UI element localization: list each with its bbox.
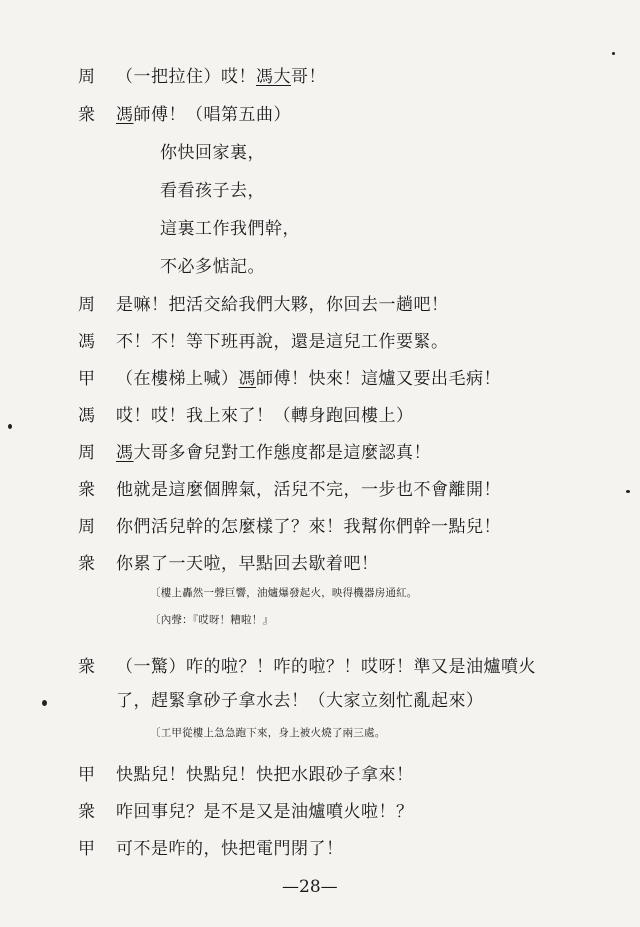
song-verse: 你快回家裏，: [160, 143, 265, 163]
line-text: 馮大哥多會兒對工作態度都是這麼認真！: [116, 443, 431, 463]
speaker: 周: [78, 295, 96, 315]
scan-speck: [42, 700, 47, 706]
stage-direction: 〔工甲從樓上急急跑下來，身上被火燒了兩三處。: [150, 727, 386, 739]
line-text: 可不是咋的，快把電門閉了！: [116, 839, 344, 859]
line-text: （一驚）咋的啦？！咋的啦？！哎呀！準又是油爐噴火: [116, 657, 536, 677]
stage-direction: 〔內聲：『哎呀！糟啦！』: [150, 614, 274, 626]
song-verse: 看看孩子去，: [160, 181, 265, 201]
stage-direction: 〔樓上轟然一聲巨響，油爐爆發起火，映得機器房通紅。: [150, 587, 418, 599]
line-text: 快點兒！快點兒！快把水跟砂子拿來！: [116, 765, 414, 785]
speaker: 甲: [78, 839, 96, 859]
underlined-name: 馮大: [256, 67, 291, 87]
song-verse: 這裏工作我們幹，: [160, 219, 300, 239]
underlined-name: 馮: [116, 443, 134, 463]
line-text: 不！不！等下班再說，還是這兒工作要緊。: [116, 332, 449, 352]
speaker: 衆: [78, 105, 96, 125]
scan-speck: [612, 52, 615, 55]
line-text: 哎！哎！我上來了！（轉身跑回樓上）: [116, 406, 414, 426]
line-text: （一把拉住）哎！馮大哥！: [116, 67, 326, 87]
speaker: 衆: [78, 554, 96, 574]
speaker: 衆: [78, 802, 96, 822]
speaker: 馮: [78, 406, 96, 426]
line-text: 是嘛！把活交給我們大夥，你回去一趟吧！: [116, 295, 449, 315]
speaker: 甲: [78, 369, 96, 389]
speaker: 甲: [78, 765, 96, 785]
line-text: 了，趕緊拿砂子拿水去！（大家立刻忙亂起來）: [116, 691, 484, 711]
speaker: 衆: [78, 657, 96, 677]
line-text: 馮師傅！（唱第五曲）: [116, 105, 291, 125]
song-verse: 不必多惦記。: [160, 257, 265, 277]
speaker: 周: [78, 67, 96, 87]
underlined-name: 馮: [116, 105, 134, 125]
line-text: （在樓梯上喊）馮師傅！快來！這爐又要出毛病！: [116, 369, 501, 389]
speaker: 周: [78, 443, 96, 463]
underlined-name: 馮: [238, 369, 256, 389]
scan-speck: [8, 424, 12, 429]
line-text: 你們活兒幹的怎麼樣了？來！我幫你們幹一點兒！: [116, 517, 501, 537]
page-number: —28—: [282, 877, 338, 897]
speaker: 衆: [78, 480, 96, 500]
line-text: 他就是這麼個脾氣，活兒不完，一步也不會離開！: [116, 480, 501, 500]
speaker: 馮: [78, 332, 96, 352]
speaker: 周: [78, 517, 96, 537]
scan-speck: [626, 490, 630, 493]
line-text: 咋回事兒？是不是又是油爐噴火啦！？: [116, 802, 414, 822]
line-text: 你累了一天啦，早點回去歇着吧！: [116, 554, 379, 574]
